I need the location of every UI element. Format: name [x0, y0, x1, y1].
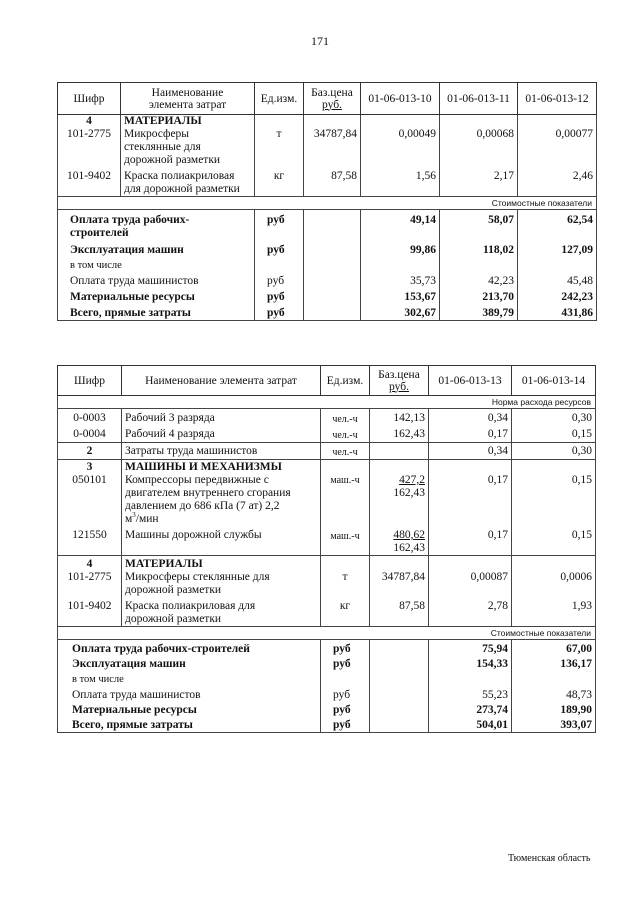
- cost-row: Эксплуатация машин руб 99,86 118,02 127,09: [58, 240, 597, 257]
- table-header-row: [58, 83, 597, 115]
- resource-norm-label-row: [58, 396, 596, 409]
- cost-row: Материальные ресурсы руб 153,67 213,70 242,23: [58, 288, 597, 304]
- cost-row: Оплата труда рабочих- строителей руб 49,14 58,07 62,54: [58, 210, 597, 241]
- section-code: 4: [58, 115, 121, 129]
- cost-row: Эксплуатация машин руб 154,33 136,17: [58, 656, 596, 671]
- row-name: Компрессоры передвижные с двигателем внутреннего сгорания давлением до 686 кПа (7 ат) 2,2 $м^3$/мин: [122, 474, 321, 526]
- section-row: 4 МАТЕРИАЛЫ: [58, 556, 596, 572]
- header-col-2: 01-06-013-11: [440, 83, 518, 115]
- resource-norm-label: Норма расхода ресурсов: [58, 396, 596, 409]
- cost-row: в том числе: [58, 671, 596, 686]
- header-col-3: 01-06-013-12: [518, 83, 597, 115]
- table-row: 0-0004 Рабочий 4 разряда чел.-ч 162,43 0,17 0,15: [58, 426, 596, 443]
- section-row: 3 МАШИНЫ И МЕХАНИЗМЫ: [58, 460, 596, 475]
- cost-indicators-label: Стоимостные показатели: [58, 197, 597, 210]
- page-number: 171: [311, 34, 329, 48]
- footer-region: Тюменская область: [508, 853, 591, 864]
- header-name: Наименование элемента затрат: [122, 366, 321, 396]
- cost-row: Оплата труда машинистов руб 35,73 42,23 45,48: [58, 272, 597, 288]
- table-row: 101-2775 Микросферы стеклянные для дорожной разметки т 34787,84 0,00049 0,00068 0,00077: [58, 128, 597, 167]
- row-name: Микросферы стеклянные для дорожной разметки: [121, 128, 255, 167]
- machinists-row: 2 Затраты труда машинистов чел.-ч 0,34 0,30: [58, 443, 596, 460]
- cost-row-total: Всего, прямые затраты руб 504,01 393,07: [58, 717, 596, 733]
- header-col-1: 01-06-013-13: [429, 366, 512, 396]
- header-price: Баз.цена руб.: [304, 83, 361, 115]
- header-col-1: 01-06-013-10: [361, 83, 440, 115]
- cost-indicators-label-row: [58, 627, 596, 640]
- cost-row: в том числе: [58, 257, 597, 272]
- table-row: 101-2775 Микросферы стеклянные для дорожной разметки т 34787,84 0,00087 0,0006: [58, 571, 596, 597]
- cost-row: Оплата труда рабочих-строителей руб 75,94 67,00: [58, 640, 596, 657]
- table-header-row: [58, 366, 596, 396]
- section-title: МАТЕРИАЛЫ: [121, 115, 255, 129]
- header-col-2: 01-06-013-14: [512, 366, 596, 396]
- table-row: 101-9402 Краска полиакриловая для дорожной разметки кг 87,58 2,78 1,93: [58, 597, 596, 627]
- cost-row-total: Всего, прямые затраты руб 302,67 389,79 431,86: [58, 304, 597, 321]
- table-row: 121550 Машины дорожной службы маш.-ч 480,62 162,43 0,17 0,15: [58, 526, 596, 556]
- row-name: Краска полиакриловая для дорожной разметки: [121, 167, 255, 197]
- header-unit: Ед.изм.: [255, 83, 304, 115]
- cost-indicators-label: Стоимостные показатели: [58, 627, 596, 640]
- cost-indicators-label-row: [58, 197, 597, 210]
- resource-table-1: [57, 82, 597, 321]
- table-row: 050101 Компрессоры передвижные с двигателем внутреннего сгорания давлением до 686 кПа (7 ат) 2,2 $м^3$/мин маш.-ч 427,2 162,43 0,17 0,15: [58, 474, 596, 526]
- header-price: Баз.цена руб.: [370, 366, 429, 396]
- table-row: 0-0003 Рабочий 3 разряда чел.-ч 142,13 0,34 0,30: [58, 409, 596, 427]
- resource-table-2: [57, 365, 596, 733]
- header-code: Шифр: [58, 83, 121, 115]
- header-unit: Ед.изм.: [321, 366, 370, 396]
- header-code: Шифр: [58, 366, 122, 396]
- header-name: Наименование элемента затрат: [121, 83, 255, 115]
- cost-row: Оплата труда машинистов руб 55,23 48,73: [58, 686, 596, 702]
- cost-row: Материальные ресурсы руб 273,74 189,90: [58, 702, 596, 717]
- table-row: 101-9402 Краска полиакриловая для дорожной разметки кг 87,58 1,56 2,17 2,46: [58, 167, 597, 197]
- section-row: [58, 115, 597, 129]
